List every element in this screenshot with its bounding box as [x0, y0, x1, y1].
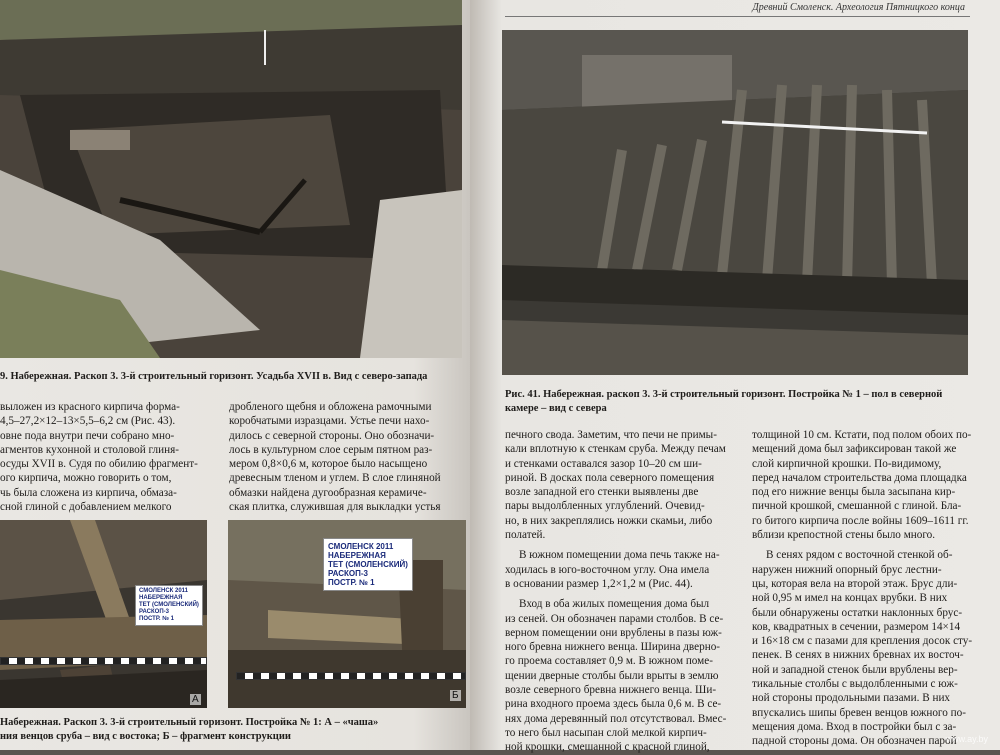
- tag-line: ТЕТ (СМОЛЕНСКИЙ): [328, 560, 408, 569]
- text-line: впускались шипы бревен венцов южного по-: [752, 706, 966, 719]
- caption-line: ния венцов сруба – вид с востока; Б – фрагмент конструкции: [0, 731, 291, 742]
- text-line: В южном помещении дома печь также на-: [519, 549, 720, 562]
- photo-b-letter: Б: [452, 690, 459, 701]
- text-line: были обнаружены остатки наклонных брус-: [752, 606, 963, 619]
- caption-line: Рис. 41. Набережная. раскоп 3. 3-й строительный горизонт. Постройка № 1 – пол в северной: [505, 389, 943, 400]
- scale-ruler: [236, 672, 466, 680]
- text-line: В сенях рядом с восточной стенкой об-: [766, 549, 953, 562]
- tag-line: РАСКОП-3: [328, 569, 368, 578]
- text-line: рина входного проема здесь была 0,6 м. В се-: [505, 698, 722, 711]
- text-line: вблизи крепостной стены было много.: [752, 529, 936, 542]
- text-line: риной. В досках пола северного помещения: [505, 471, 715, 484]
- photo-a-letter: А: [192, 694, 199, 705]
- text-line: мером 0,8×0,6 м, которое было насыщено: [229, 458, 428, 471]
- header-rule: [505, 16, 970, 17]
- text-line: пенек. В сенях в нижних бревнах их восточ-: [752, 649, 964, 662]
- text-line: сной глиной с добавлением мелкого: [0, 501, 172, 514]
- left-page: [0, 0, 470, 750]
- text-line: Вход в оба жилых помещения дома был: [519, 598, 710, 611]
- text-line: обмазки найдена дугообразная керамиче-: [229, 486, 427, 499]
- text-line: кали вплотную к стенкам сруба. Между печам: [505, 443, 726, 456]
- text-line: ной 0,95 м имел на концах врубки. В них: [752, 592, 948, 605]
- watermark: www.ay.by: [945, 734, 988, 744]
- text-line: перед началом строительства дома площадка: [752, 471, 967, 484]
- tag-line: ПОСТР. № 1: [139, 616, 174, 622]
- text-line: ной и западной стенок были врублены вер-: [752, 663, 958, 676]
- text-line: из сеней. Он обозначен парами столбов. В се-: [505, 612, 724, 625]
- text-line: щении дверные столбы были врыты в землю: [505, 669, 719, 682]
- caption-line: Набережная. Раскоп 3. 3-й строительный горизонт. Постройка № 1: А – «чаша»: [0, 717, 379, 728]
- left-text-column-2: [229, 400, 469, 514]
- text-line: ной крошки, смешанной с красной глиной,: [505, 741, 710, 754]
- text-line: полатей.: [505, 529, 546, 542]
- text-line: мещений дома был зафиксирован такой же: [752, 443, 957, 456]
- text-line: в основании размер 1,2×1,2 м (Рис. 44).: [505, 577, 693, 590]
- text-line: ого кирпича, можно говорить о том,: [0, 472, 172, 485]
- text-line: нях дома деревянный пол отсутствовал. Вмес-: [505, 712, 727, 725]
- text-line: го проема составляет 0,9 м. В южном поме-: [505, 655, 713, 668]
- tag-line: ПОСТР. № 1: [328, 578, 375, 587]
- photo-a: [0, 520, 207, 708]
- text-line: осуды XVII в. Судя по обилию фрагмент-: [0, 458, 198, 471]
- text-line: коробчатыми изразцами. Устье печи нахо-: [229, 415, 430, 428]
- text-line: тикальные столбы с выдолбленными с юж-: [752, 678, 958, 691]
- text-line: овне пода внутри печи собрано мно-: [0, 429, 175, 442]
- text-line: цы, которая вела на второй этаж. Брус дли-: [752, 577, 958, 590]
- tag-line: ТЕТ (СМОЛЕНСКИЙ): [139, 602, 199, 608]
- text-line: и 16×18 см с пазами для крепления досок сту-: [752, 635, 973, 648]
- text-line: слой кирпичной крошки. По-видимому,: [752, 457, 942, 470]
- text-line: дробленого щебня и обложена рамочными: [229, 401, 432, 413]
- text-line: возле северного бревна нижнего венца. Ши-: [505, 684, 717, 697]
- text-line: ходилась в юго-восточном углу. Она имела: [505, 563, 710, 576]
- right-text-column-1: [505, 428, 747, 755]
- tag-line: НАБЕРЕЖНАЯ: [328, 551, 386, 560]
- text-line: толщиной 10 см. Кстати, под полом обоих по-: [752, 429, 972, 441]
- floor-planks-photo: [502, 30, 968, 375]
- text-line: дилось с северной стороны. Оно обозначи-: [229, 429, 435, 442]
- photo-b: [228, 520, 466, 708]
- photo-b-label-tag: [323, 538, 413, 591]
- text-line: пичной крошкой, смешанной с глиной. Бла-: [752, 500, 962, 513]
- text-line: под его нижние венцы была засыпана кир-: [752, 486, 956, 499]
- text-line: 4,5–27,2×12–13×5,5–6,2 см (Рис. 43).: [0, 415, 176, 428]
- tag-line: НАБЕРЕЖНАЯ: [139, 595, 183, 601]
- text-line: печного свода. Заметим, что печи не примы-: [505, 429, 717, 441]
- text-line: но, в них закреплялись ножки скамьи, либо: [505, 514, 713, 527]
- text-line: го битого кирпича после войны 1609–1611 гг.: [752, 514, 969, 527]
- text-line: пары выдолбленных углублений. Очевид-: [505, 500, 705, 513]
- text-line: выложен из красного кирпича форма-: [0, 401, 180, 413]
- tag-line: СМОЛЕНСК 2011: [139, 588, 188, 594]
- text-line: то него был насыпан слой мелкой кирпич-: [505, 726, 707, 739]
- text-line: наружен нижний опорный брус лестни-: [752, 563, 942, 576]
- text-line: ская плитка, служившая для выкладки устья: [229, 501, 441, 514]
- text-line: агментов кухонной и столовой глиня-: [0, 443, 179, 456]
- text-line: ков, квадратных в сечении, размером 14×14: [752, 620, 961, 633]
- excavation-photo-top: [0, 0, 462, 358]
- fig41-caption: [505, 388, 985, 416]
- text-line: ного бревна нижнего венца. Ширина дверно-: [505, 641, 721, 654]
- top-photo-caption: 9. Набережная. Раскоп 3. 3-й строительный горизонт. Усадьба XVII в. Вид с северо-запада: [0, 371, 428, 382]
- tag-line: РАСКОП-3: [139, 609, 169, 615]
- right-text-column-2: [752, 428, 998, 749]
- text-line: древесным тленом и углем. В слое глиняной: [229, 472, 441, 485]
- scale-ruler: [0, 657, 207, 665]
- text-line: возле западной его стенки выявлены две: [505, 486, 699, 499]
- text-line: мещения дома. Вход в постройки был с за-: [752, 720, 957, 733]
- text-line: верном помещении они врублены в пазы юж-: [505, 626, 722, 639]
- caption-line: камере – вид с севера: [505, 403, 607, 414]
- photo-a-label-tag: [135, 585, 203, 626]
- running-header: Древний Смоленск. Археология Пятницкого конца: [752, 2, 965, 13]
- text-line: и стенками оставался зазор 10–20 см ши-: [505, 457, 702, 470]
- text-line: лось в культурном слое серым пятном раз-: [229, 443, 433, 456]
- text-line: падной стороны дома. Он обозначен парой: [752, 735, 957, 748]
- text-line: ной стороны продольными пазами. В них: [752, 692, 951, 705]
- bottom-photo-caption: [0, 716, 468, 744]
- text-line: чь была сложена из кирпича, обмаза-: [0, 486, 177, 499]
- tag-line: СМОЛЕНСК 2011: [328, 542, 394, 551]
- left-text-column-1: [0, 400, 222, 514]
